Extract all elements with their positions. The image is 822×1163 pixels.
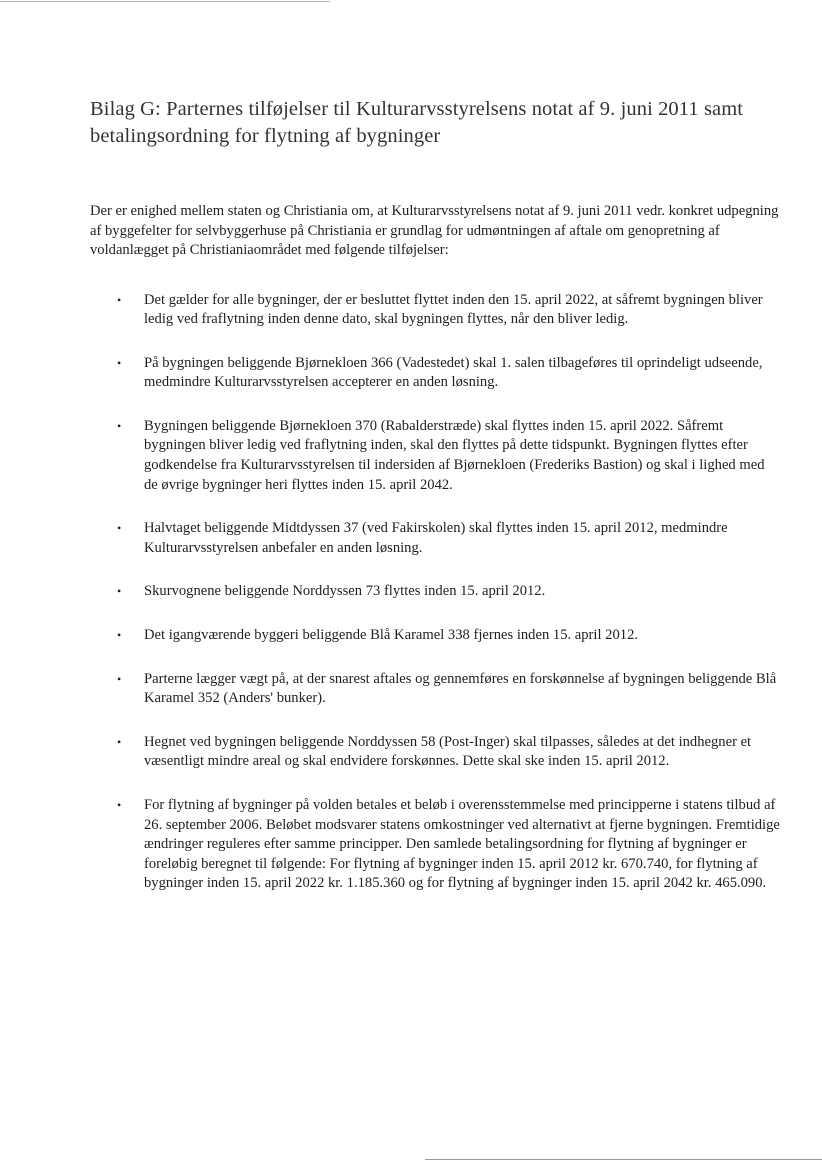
bullet-icon: • — [117, 584, 122, 599]
bullet-item — [90, 733, 780, 772]
bullet-icon: • — [117, 292, 122, 307]
bullet-icon: • — [117, 628, 122, 643]
bullet-item — [90, 417, 780, 495]
bullet-list — [90, 291, 780, 894]
bullet-icon: • — [117, 355, 122, 370]
scan-edge-top — [0, 1, 330, 2]
bullet-item — [90, 354, 780, 393]
bullet-item — [90, 519, 780, 558]
bullet-item — [90, 582, 780, 602]
bullet-text: Bygningen beliggende Bjørnekloen 370 (Rabalderstræde) skal flyttes inden 15. april 2022. Såfremt bygningen bliver ledig ved fraflytning inden, skal den flyttes på dette tidspunkt. Bygningen flyttes efter godkendelse fra Kulturarvsstyrelsen til indersiden af Bjørnekloen (Frederiks Bastion) og skal i lighed med de øvrige bygninger heri flyttes inden 15. april 2042. — [144, 417, 765, 493]
bullet-text: For flytning af bygninger på volden betales et beløb i overensstemmelse med principperne i statens tilbud af 26. september 2006. Beløbet modsvarer statens omkostninger ved alternativt at fjerne bygningen. Fremtidige ændringer reguleres efter samme principper. Den samlede betalingsordning for flytning af bygninger er foreløbig beregnet til følgende: For flytning af bygninger inden 15. april 2012 kr. 670.740, for flytning af bygninger inden 15. april 2022 kr. 1.185.360 og for flytning af bygninger inden 15. april 2042 kr. 465.090. — [144, 797, 780, 892]
bullet-icon: • — [117, 521, 122, 536]
bullet-text: Halvtaget beliggende Midtdyssen 37 (ved Fakirskolen) skal flyttes inden 15. april 2012, medmindre Kulturarvsstyrelsen anbefaler en anden løsning. — [144, 520, 728, 556]
document-title — [90, 96, 780, 150]
scan-edge-bottom — [425, 1159, 822, 1160]
bullet-item — [90, 670, 780, 709]
intro-paragraph: Der er enighed mellem staten og Christiania om, at Kulturarvsstyrelsens notat af 9. juni 2011 vedr. konkret udpegning af byggefelter for selvbyggerhuse på Christiania er grundlag for udmøntningen af aftale om genopretning af voldanlægget på Christianiaområdet med følgende tilføjelser: — [90, 203, 779, 258]
bullet-icon: • — [117, 671, 122, 686]
title-line-1: Bilag G: Parternes tilføjelser til Kulturarvsstyrelsens notat af 9. juni 2011 samt — [90, 98, 744, 120]
title-line-2: betalingsordning for flytning af bygninger — [90, 125, 441, 147]
bullet-text: Hegnet ved bygningen beliggende Norddyssen 58 (Post-Inger) skal tilpasses, således at det indhegner et væsentligt mindre areal og skal endvidere forskønnes. Dette skal ske inden 15. april 2012. — [144, 733, 752, 770]
bullet-item — [90, 626, 780, 646]
document-page — [90, 96, 780, 918]
bullet-text: Det gælder for alle bygninger, der er besluttet flyttet inden den 15. april 2022, at såfremt bygningen bliver ledig ved fraflytning inden denne dato, skal bygningen flyttes, når den bliver ledig. — [144, 291, 763, 328]
bullet-icon: • — [117, 798, 122, 812]
bullet-icon: • — [117, 418, 122, 433]
bullet-item — [90, 291, 780, 330]
bullet-text: Det igangværende byggeri beliggende Blå Karamel 338 fjernes inden 15. april 2012. — [144, 627, 639, 644]
bullet-icon: • — [117, 734, 122, 749]
bullet-text: Skurvognene beliggende Norddyssen 73 flyttes inden 15. april 2012. — [144, 583, 546, 600]
bullet-text: På bygningen beliggende Bjørnekloen 366 (Vadestedet) skal 1. salen tilbageføres til oprindeligt udseende, medmindre Kulturarvsstyrelsen accepterer en anden løsning. — [144, 354, 763, 391]
bullet-item — [90, 796, 780, 894]
bullet-text: Parterne lægger vægt på, at der snarest aftales og gennemføres en forskønnelse af bygningen beliggende Blå Karamel 352 (Anders' bunker). — [144, 670, 777, 707]
